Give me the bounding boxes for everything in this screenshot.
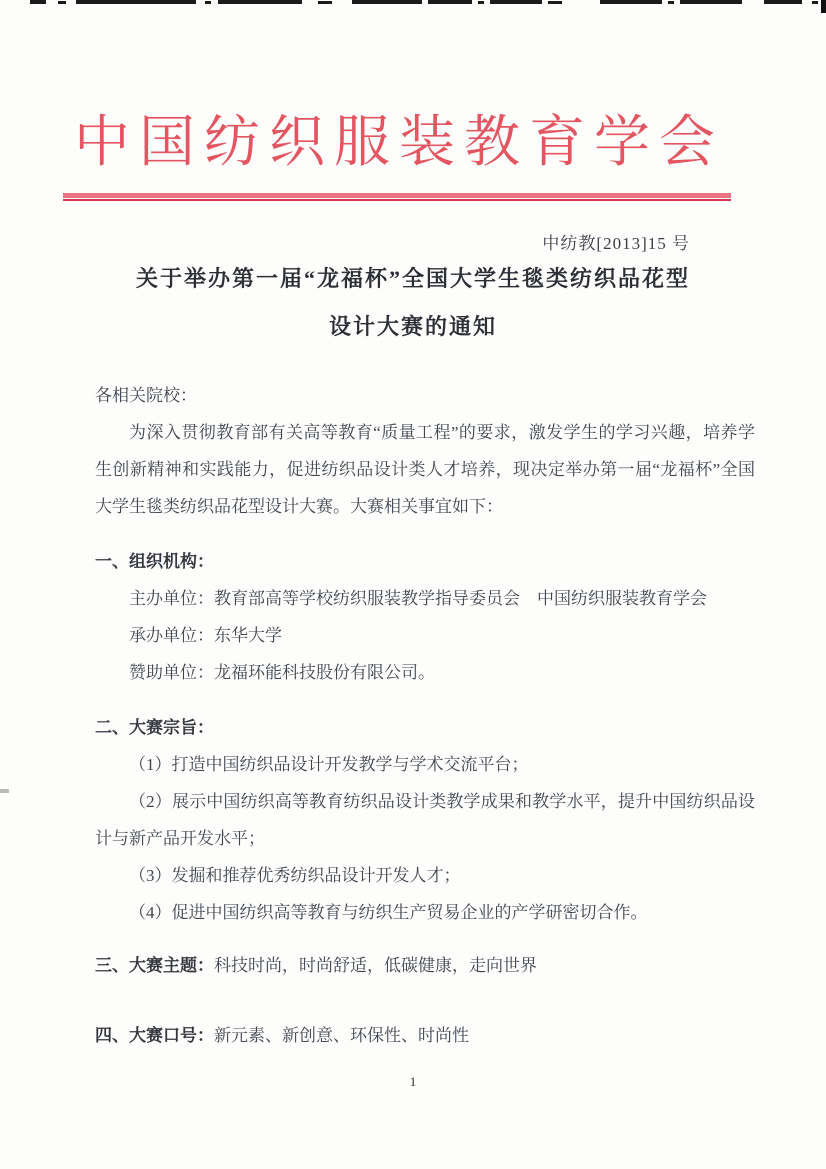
section-3-content: 科技时尚，时尚舒适，低碳健康，走向世界 xyxy=(214,956,537,975)
section-1-item-host: 主办单位：教育部高等学校纺织服装教学指导委员会 中国纺织服装教育学会 xyxy=(129,589,707,608)
scan-edge-artifact xyxy=(0,0,826,5)
section-4-content: 新元素、新创意、环保性、时尚性 xyxy=(214,1026,469,1045)
scan-corner-mark xyxy=(821,0,826,13)
section-3-heading: 三、大赛主题： xyxy=(95,956,214,975)
section-2-item-3: （3）发掘和推荐优秀纺织品设计开发人才； xyxy=(129,866,461,885)
notice-title-line1: 关于举办第一届“龙福杯”全国大学生毯类纺织品花型 xyxy=(135,266,690,291)
section-4-line xyxy=(95,1017,755,1054)
salutation: 各相关院校： xyxy=(95,386,197,405)
section-2-item-1: （1）打造中国纺织品设计开发教学与学术交流平台； xyxy=(129,755,529,774)
section-3-line xyxy=(95,947,755,984)
page-number: 1 xyxy=(409,1074,417,1089)
scan-edge-smudge xyxy=(0,789,9,793)
section-4-heading: 四、大赛口号： xyxy=(95,1026,214,1045)
document-number: 中纺教[2013]15 号 xyxy=(542,234,690,253)
section-1-heading: 一、组织机构： xyxy=(95,552,214,571)
letterhead-divider-rule xyxy=(63,193,731,202)
section-1-item-sponsor: 赞助单位：龙福环能科技股份有限公司。 xyxy=(129,663,435,682)
section-2-item-2: （2）展示中国纺织高等教育纺织品设计类教学成果和教学水平，提升中国纺织品设计与新产品开发水平； xyxy=(95,792,755,848)
intro-paragraph: 为深入贯彻教育部有关高等教育“质量工程”的要求，激发学生的学习兴趣，培养学生创新精神和实践能力，促进纺织品设计类人才培养，现决定举办第一届“龙福杯”全国大学生毯类纺织品花型设计大赛。大赛相关事宜如下： xyxy=(95,423,755,516)
section-2-item-4: （4）促进中国纺织高等教育与纺织生产贸易企业的产学研密切合作。 xyxy=(129,903,648,922)
section-1-item-organizer: 承办单位：东华大学 xyxy=(129,626,282,645)
section-2-heading: 二、大赛宗旨： xyxy=(95,718,214,737)
document-body xyxy=(95,377,755,1054)
letterhead-org-name: 中国纺织服装教育学会 xyxy=(74,112,724,174)
notice-title-line2: 设计大赛的通知 xyxy=(328,314,497,339)
